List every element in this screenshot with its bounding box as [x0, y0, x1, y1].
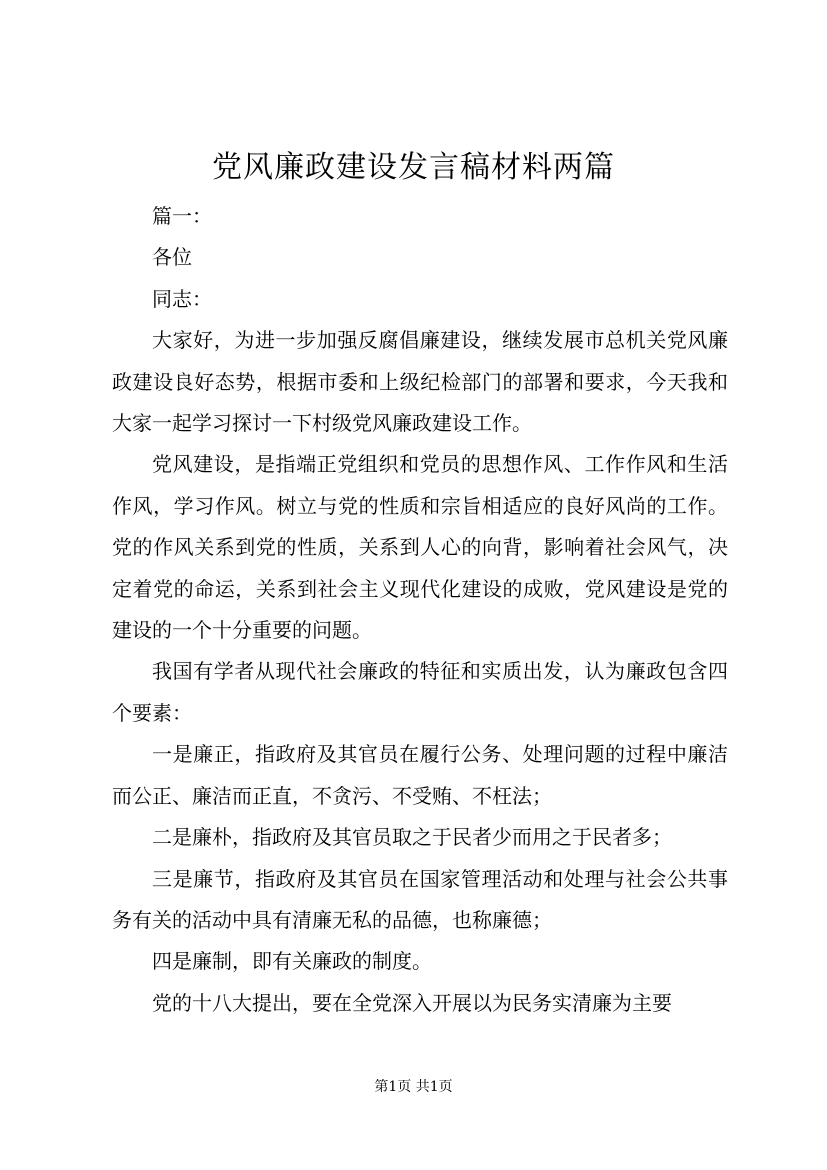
paragraph-party-style: 党风建设，是指端正党组织和党员的思想作风、工作作风和生活作风，学习作风。树立与党的性质和宗旨相适应的良好风尚的工作。党的作风关系到党的性质，关系到人心的向背，影响着社会风气，决定着党的命运，关系到社会主义现代化建设的成败，党风建设是党的建设的一个十分重要的问题。 [112, 452, 728, 643]
paragraph-salutation-1: 各位 [152, 245, 192, 270]
paragraph-intro: 大家好，为进一步加强反腐倡廉建设，继续发展市总机关党风廉政建设良好态势，根据市委和上级纪检部门的部署和要求，今天我和大家一起学习探讨一下村级党风廉政建设工作。 [112, 328, 728, 436]
document-title: 党风廉政建设发言稿材料两篇 [212, 150, 615, 185]
document-body [112, 196, 728, 1024]
paragraph-18th-congress: 党的十八大提出，要在全党深入开展以为民务实清廉为主要 [152, 990, 672, 1015]
paragraph-four-elements: 我国有学者从现代社会廉政的特征和实质出发，认为廉政包含四个要素： [112, 659, 728, 725]
page-footer: 第1页 共1页 [374, 1079, 453, 1095]
paragraph-salutation-2: 同志： [152, 286, 212, 311]
paragraph-element-2: 二是廉朴，指政府及其官员取之于民者少而用之于民者多； [152, 825, 672, 850]
paragraph-element-4: 四是廉制，即有关廉政的制度。 [152, 949, 432, 974]
paragraph-element-3: 三是廉节，指政府及其官员在国家管理活动和处理与社会公共事务有关的活动中具有清廉无私的品德，也称廉德； [112, 866, 728, 932]
paragraph-element-1: 一是廉正，指政府及其官员在履行公务、处理问题的过程中廉洁而公正、廉洁而正直，不贪污、不受贿、不枉法； [112, 742, 728, 808]
paragraph-section-label: 篇一： [152, 204, 212, 228]
